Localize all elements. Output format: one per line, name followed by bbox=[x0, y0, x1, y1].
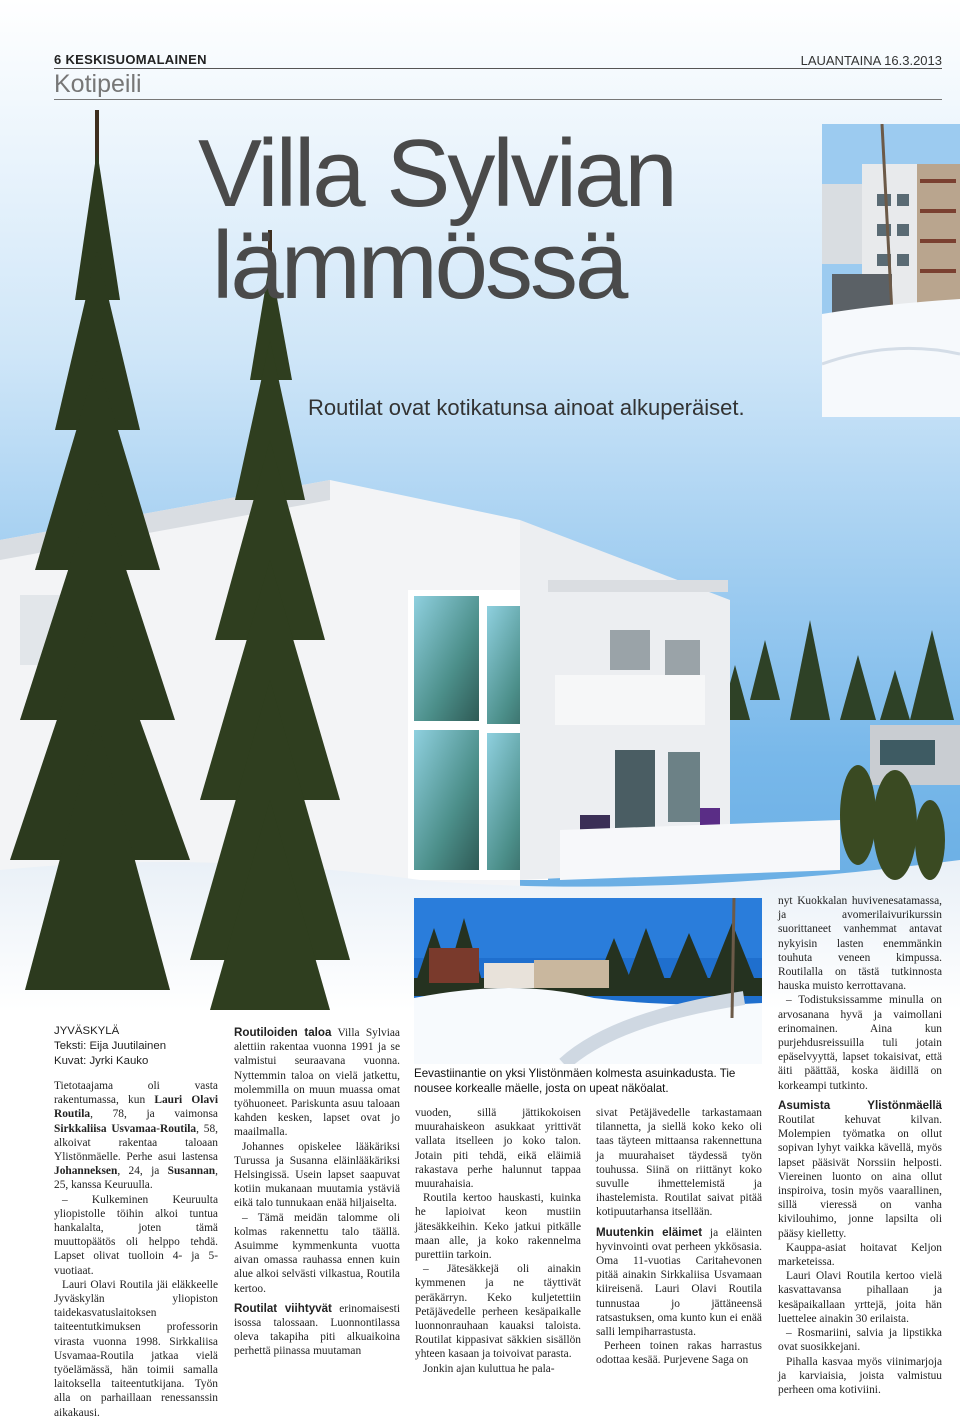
paragraph bbox=[596, 1226, 762, 1340]
paragraph: Lauri Olavi Routila kertoo vielä kasvattavansa pihallaan ja kesäpaikallaan yrttejä, joita hän luettelee ainakin 30 erilaista. bbox=[778, 1270, 942, 1325]
article-column-1 bbox=[54, 1024, 218, 1420]
byline-photos: Kuvat: Jyrki Kauko bbox=[54, 1055, 149, 1067]
subheading: Routiloiden taloa bbox=[234, 1026, 332, 1039]
article-column-3 bbox=[415, 1106, 581, 1376]
headline bbox=[198, 120, 675, 319]
paragraph: Jonkin ajan kuluttua he pala- bbox=[423, 1362, 555, 1375]
headline-line-1: Villa Sylvian bbox=[198, 120, 675, 227]
text-run: , 58, alkoivat rakentaa taloaan Ylistönmäelle. Perhe asui lastensa bbox=[54, 1122, 218, 1164]
paragraph: Routila kertoo hauskasti, kuinka he lapioivat keon mustiin jätesäkkeihin. Keko jatkui pitkälle maan alle, ja koko rakennelma purettiin tarkoin. bbox=[415, 1192, 581, 1262]
headline-line-2: lämmössä bbox=[212, 212, 626, 319]
street-photo-illustration bbox=[414, 898, 762, 1064]
issue-date: LAUANTAINA 16.3.2013 bbox=[800, 53, 942, 68]
subheading: Routilat viihtyvät bbox=[234, 1301, 332, 1315]
paragraph: – Todistuksissamme minulla on arvosanana hyvä ja vaimollani erinomainen. Aina kun purjehdusreissuilla tuli jotain epäselvyyttä, lapset tokaisivat, että äiti päättää, koska äidillä on korkeampi tutkinto. bbox=[778, 994, 942, 1092]
paragraph bbox=[778, 1099, 942, 1241]
subheadline: Routilat ovat kotikatunsa ainoat alkuperäiset. bbox=[308, 395, 745, 420]
paragraph: nyt Kuokkalan huvivenesatamassa, ja avomerilaivurikurssin suorittaneet vanhemmat antavat nykyisin lasten enemmänkin touhuta veneen kimpussa. Routilalla on tästä tutkinnosta hauska muisto kerrottavana. bbox=[778, 895, 942, 993]
article-column-5 bbox=[778, 894, 942, 1397]
text-run: , 78, ja vaimonsa bbox=[90, 1108, 218, 1121]
text-run: , 24, ja bbox=[117, 1165, 168, 1178]
person-name: Lauri Olavi Routila bbox=[54, 1094, 218, 1121]
text-run: Routilat kehuvat kilvan. Molempien työmatka on ollut sopivan lyhyt vaikka kävellä, myös lapset pääsivät Norssiin helposti. Viereinen luonto on aina ollut inspiroiva, tosin myös vaarallinen, sillä vieressä on vanha kivilouhimo, jonne lapsilta oli pääsy kielletty. bbox=[778, 1114, 942, 1240]
byline-text: Teksti: Eija Juutilainen bbox=[54, 1040, 167, 1052]
apartment-photo-illustration bbox=[822, 124, 960, 417]
paragraph: Perheen toinen rakas harrastus odottaa kesää. Purjevene Saga on bbox=[596, 1340, 762, 1367]
paragraph: Lauri Olavi Routila jäi eläkkeelle Jyväskylän yliopiston taidekasvatuslaitoksen taiteentutkimuksen professorin virasta vuonna 1998. Sirkkaliisa Usvamaa-Routila jatkaa vielä työelämässä, hän toimii samalla laitoksella taiteentutkijana. Työn alla on parhaillaan renessanssin aikakausi. bbox=[54, 1278, 218, 1419]
article-column-2 bbox=[234, 1026, 400, 1359]
header-rule bbox=[54, 68, 942, 69]
text-run: ja eläinten hyvinvointi ovat perheen ykkösasia. Oma 11-vuotias Caritahevonen pitää ainakin Sirkkaliisa Usvamaan kiireisenä. Lauri Olavi Routila tunnustaa jo jättäneensä ratsastuksen, oma kunto kun ei enää salli lempiharrastusta. bbox=[596, 1226, 763, 1339]
section-name: Kotipeili bbox=[54, 70, 142, 98]
person-name: Johanneksen bbox=[54, 1165, 118, 1178]
article-column-4 bbox=[596, 1106, 762, 1368]
page-number-value: 6 bbox=[54, 52, 62, 67]
newspaper-name: KESKISUOMALAINEN bbox=[65, 52, 207, 67]
paragraph: Pihalla kasvaa myös viinimarjoja ja karviaisia, joista valmistuu perheen oma kotiviini. bbox=[778, 1355, 942, 1396]
dateline: JYVÄSKYLÄ bbox=[54, 1025, 120, 1037]
paragraph: Kauppa-asiat hoitavat Keljon marketeissa. bbox=[778, 1241, 942, 1269]
paragraph: Johannes opiskelee lääkäriksi Turussa ja Susanna eläinlääkäriksi Helsingissä. Usein lapset saapuvat kotiin mukanaan muutamia ystäviä eikä talo tunnukaan enää hiljaiselta. bbox=[234, 1140, 400, 1210]
paragraph bbox=[234, 1302, 400, 1359]
inset-photo-apartments bbox=[822, 124, 960, 417]
paragraph: – Tämä meidän talomme oli kolmas rakennettu talo täällä. Asuimme kymmenkunta vuotta aivan omassa rauhassa ennen kuin alue alkoi selvästi vilkastua, Routila kertoo. bbox=[234, 1211, 400, 1295]
person-name: Susannan bbox=[167, 1165, 216, 1178]
text-run: Villa Sylviaa alettiin rakentaa vuonna 1991 ja se valmistui seuraavana vuonna. Nyttemmin taloa on vielä jatkettu, molemmilla on muun muassa omat työhuoneet. Pariskunta asuu taloaan kahden kesken, lapset ovat jo maailmalla. bbox=[234, 1027, 400, 1139]
text-run: , 25, kanssa Keuruulla. bbox=[54, 1165, 218, 1192]
paragraph: vuoden, sillä jättikokoisen muurahaiskeon asukkaat yrittivät vallata itselleen jo koko talon. Jotain piti tehdä, eikä eläimiä rakastava perhe halunnut tappaa muurahaisia. bbox=[415, 1107, 581, 1191]
paragraph: sivat Petäjävedelle tarkastamaan tilannetta, ja siellä koko keko oli taas täyteen mittaansa rakennettuna ja muurahaiset täydessä työn touhussa. Siinä on riittänyt koko suvulle ihmettelemistä ja ihastelemista. Routilat saivat pitää kotipuutarhansa itsellään. bbox=[596, 1107, 762, 1219]
paragraph bbox=[54, 1079, 218, 1193]
page-number bbox=[54, 52, 207, 67]
paragraph: – Rosmariini, salvia ja lipstikka ovat suosikkejani. bbox=[778, 1327, 942, 1354]
paragraph bbox=[234, 1026, 400, 1140]
section-rule bbox=[54, 99, 942, 100]
text-run: erinomaisesti isossa talossaan. Luonnontilassa oleva takapiha piti alkuaikoina perhettä piinassa muutaman bbox=[234, 1302, 400, 1358]
text-run: Tietotaajama oli vasta rakentumassa, kun bbox=[54, 1080, 218, 1107]
subheading: Muutenkin eläimet bbox=[596, 1225, 703, 1239]
paragraph: – Kulkeminen Keuruulta yliopistolle töihin alkoi tuntua hankalalta, joten tämä muuttopäätös oli helppo tehdä. Lapset olivat tuolloin 4- ja 5-vuotiaat. bbox=[54, 1193, 218, 1277]
subheading: Asumista Ylistönmäellä bbox=[778, 1098, 942, 1112]
inset-photo-street bbox=[414, 898, 762, 1064]
photo-caption: Eevastiinantie on yksi Ylistönmäen kolmesta asuinkadusta. Tie nousee korkealle mäelle, josta on upeat näköalat. bbox=[414, 1067, 736, 1095]
paragraph: – Jätesäkkejä oli ainakin kymmenen ja ne täyttivät peräkärryn. Keko kuljetettiin Petäjävedelle perheen kesäpaikalle luonnonrauhaan kauaksi taloista. Routilat kippasivat säkkien sisällön yhteen kasaan ja toivoivat parasta. bbox=[415, 1263, 581, 1361]
person-name: Sirkkaliisa Usvamaa-Routila bbox=[54, 1122, 197, 1135]
